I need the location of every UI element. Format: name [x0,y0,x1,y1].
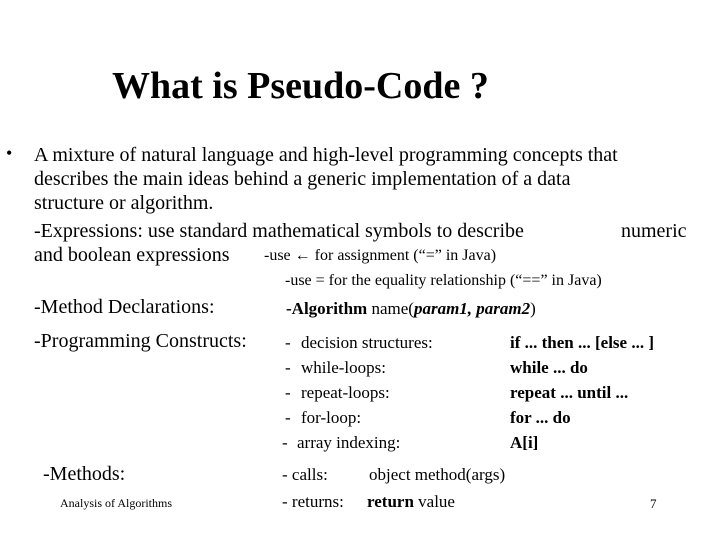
returns-label: - returns: [282,492,344,511]
construct-syntax: while ... do [510,358,588,377]
construct-syntax: for ... do [510,408,571,427]
intro-line-3: structure or algorithm. [34,192,214,214]
expressions-numeric: numeric [621,220,687,242]
algorithm-signature: -Algorithm name(param1, param2) [286,299,536,318]
construct-dash: - [282,433,288,452]
construct-dash: - [285,333,291,352]
footer-course-title: Analysis of Algorithms [60,496,173,510]
construct-dash: - [285,358,291,377]
expressions-line-1: -Expressions: use standard mathematical symbols to describe [34,220,524,242]
methods-label: -Methods: [43,463,126,485]
method-declarations-label: -Method Declarations: [34,296,215,318]
construct-name: array indexing: [297,433,401,452]
construct-name: decision structures: [301,333,433,352]
intro-line-1: A mixture of natural language and high-level programming concepts that [34,144,618,166]
construct-dash: - [285,408,291,427]
equality-note: -use = for the equality relationship (“==” in Java) [285,272,602,289]
assignment-note: -use ← for assignment (“=” in Java) [264,247,497,264]
construct-name: for-loop: [301,408,362,427]
construct-syntax: if ... then ... [else ... ] [510,333,655,352]
construct-name: repeat-loops: [301,383,390,402]
calls-label: - calls: [282,465,328,484]
construct-syntax: repeat ... until ... [510,383,629,402]
bullet-dot: • [6,143,13,163]
slide-title: What is Pseudo-Code ? [112,65,489,107]
page-number: 7 [650,496,657,511]
construct-syntax: A[i] [510,433,539,452]
programming-constructs-label: -Programming Constructs: [34,330,247,352]
construct-dash: - [285,383,291,402]
calls-value: object method(args) [369,465,506,484]
expressions-line-2: and boolean expressions [34,244,230,266]
left-arrow-icon: ← [294,247,311,264]
construct-name: while-loops: [301,358,386,377]
returns-value: return value [367,492,455,511]
intro-line-2: describes the main ideas behind a generic implementation of a data [34,168,571,190]
